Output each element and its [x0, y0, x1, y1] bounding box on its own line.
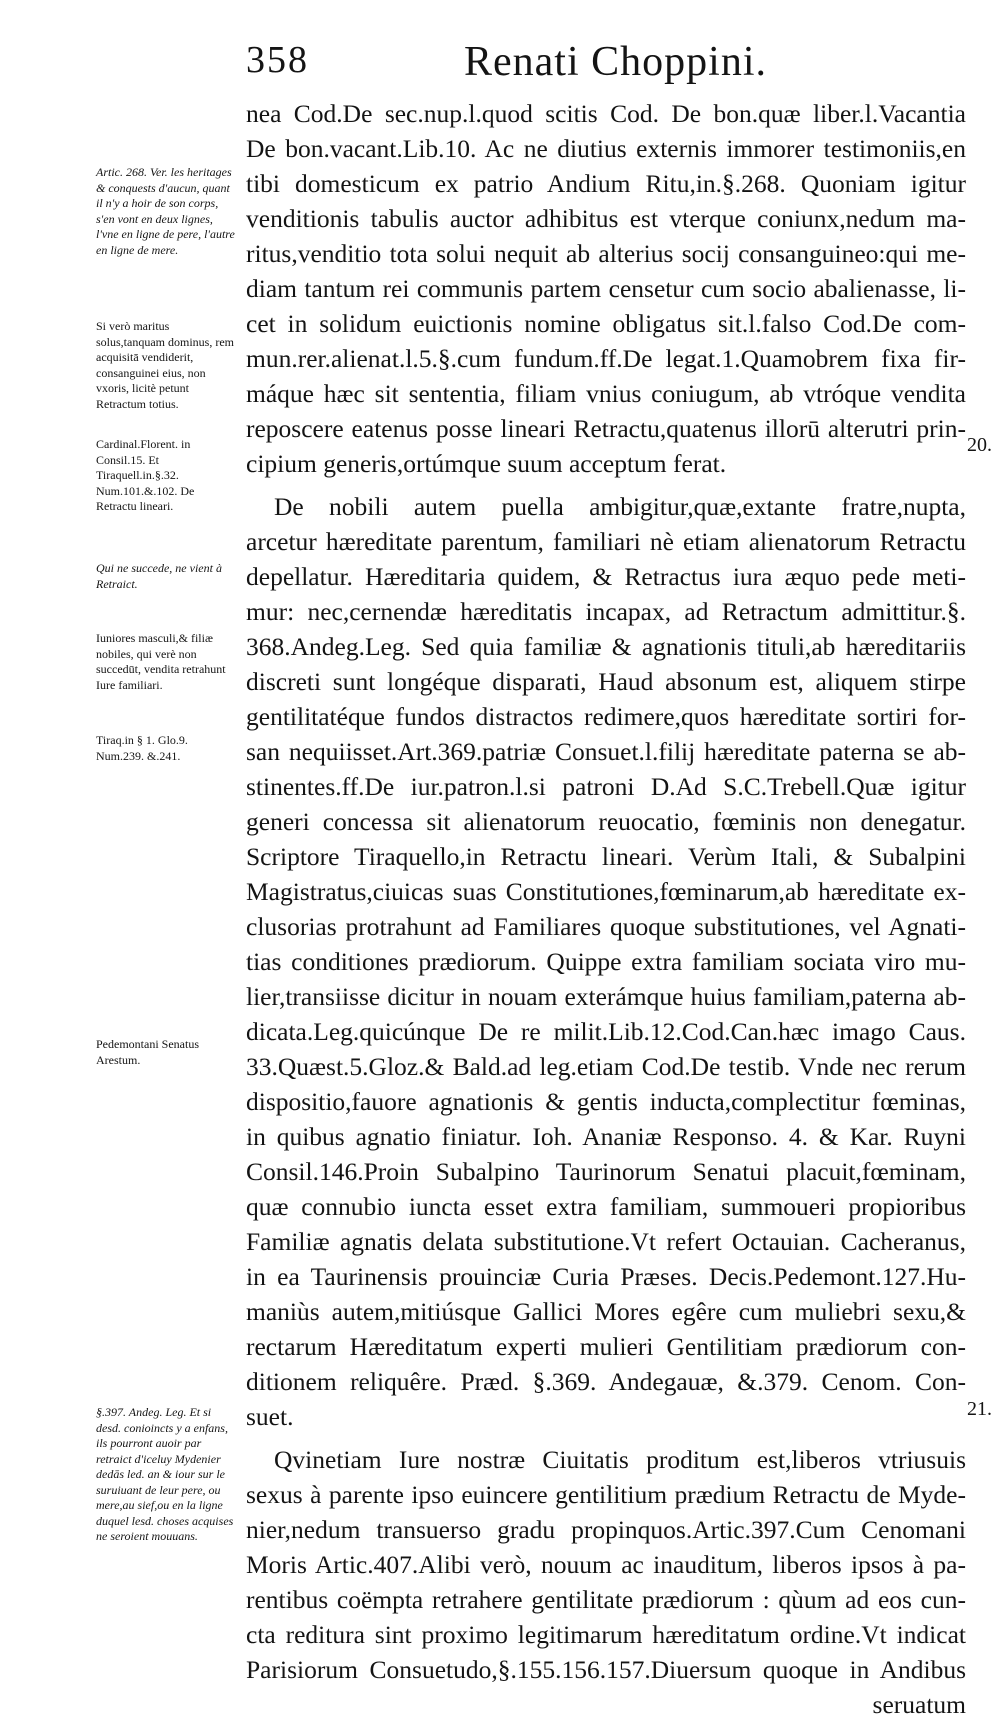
text-line: mun.rer.alienat.l.5.§.cum fundum.ff.De legat.1.Quamobrem fixa fir-: [246, 344, 966, 373]
text-line: Consil.146.Proin Subalpino Taurinorum Senatui placuit,fœminam,: [246, 1157, 966, 1186]
text-line: tibi domesticum ex patrio Andium Ritu,in.§.268. Quoniam igitur: [246, 169, 966, 198]
text-line: san nequiisset.Art.369.patriæ Consuet.l.filij hæreditate paterna se ab-: [246, 737, 966, 766]
text-line: cet in solidum euictionis nomine obligatus sit.l.falso Cod.De com-: [246, 309, 966, 338]
running-title: Renati Choppini.: [464, 39, 767, 85]
margin-note: Iuniores masculi,& filiæ nobiles, qui verè non succedūt, vendita retrahunt Iure familiari.: [96, 631, 226, 692]
text-line: De bon.vacant.Lib.10. Ac ne diutius externis immorer testimoniis,en: [246, 134, 966, 163]
page-header: [0, 38, 1000, 88]
margin-note: §.397. Andeg. Leg. Et si desd. conioincts y a enfans, ils pourront auoir par retraict d'iceluy Mydenier dedās led. an & iour sur le suruiuant de leur pere, ou mere,au sief,ou en la ligne duquel lesd. choses acquises ne seroient mouuans.: [96, 1405, 234, 1543]
text-line: 368.Andeg.Leg. Sed quia familiæ & agnationis tituli,ab hæreditariis: [246, 632, 966, 661]
margin-note: Pedemontani Senatus Arestum.: [96, 1037, 199, 1067]
text-line: rectarum Hæreditatum experti mulieri Gentilitiam prædiorum con-: [246, 1332, 966, 1361]
text-line: Familiæ agnatis delata substitutione.Vt refert Octauian. Cacheranus,: [246, 1227, 966, 1256]
text-line: Parisiorum Consuetudo,§.155.156.157.Diuersum quoque in Andibus: [246, 1655, 966, 1684]
margin-note: Cardinal.Florent. in Consil.15. Et Tiraquell.in.§.32. Num.101.&.102. De Retractu lineari.: [96, 437, 195, 513]
text-line: tias conditiones prædiorum. Quippe extra familiam sociata viro mu-: [246, 947, 966, 976]
text-line: arcetur hæreditate parentum, familiari nè etiam alienatorum Retractu: [246, 527, 966, 556]
text-line: maniùs autem,mitiúsque Gallici Mores egêre cum muliebri sexu,&: [246, 1297, 966, 1326]
text-line: stinentes.ff.De iur.patron.l.si patroni D.Ad S.C.Trebell.Quæ igitur: [246, 772, 966, 801]
text-line: mur: nec,cernendæ hæreditatis incapax, ad Retractum admittitur.§.: [246, 597, 966, 626]
text-line: dicata.Leg.quicúnque De re milit.Lib.12.Cod.Can.hæc imago Caus.: [246, 1017, 966, 1046]
text-line: Moris Artic.407.Alibi verò, nouum ac inauditum, liberos ipsos à pa-: [246, 1550, 966, 1579]
margin-note: Qui ne succede, ne vient à Retraict.: [96, 561, 222, 591]
text-line: rentibus coëmpta retrahere gentilitate prædiorum : qùum ad eos cun-: [246, 1585, 966, 1614]
text-line: sexus à parente ipso euincere gentilitium prædium Retractu de Myde-: [246, 1480, 966, 1509]
text-line: depellatur. Hæreditaria quidem, & Retractus iura æquo pede meti-: [246, 562, 966, 591]
text-line: discreti sunt longéque disparati, Haud absonum est, aliquem stirpe: [246, 667, 966, 696]
text-line: reposcere eatenus posse lineari Retractu,quatenus illorū alterutri prin-: [246, 414, 966, 443]
text-line: ritus,venditio tota solui nequit ab alterius socij consanguineo:qui me-: [246, 239, 966, 268]
paragraph-start-line: Qvinetiam Iure nostræ Ciuitatis proditum est,liberos vtriusuis: [274, 1445, 966, 1474]
text-line: máque hæc sit sententia, filiam vnius coniugum, ab vtróque vendita: [246, 379, 966, 408]
text-line: in quibus agnatio finiatur. Ioh. Ananiæ Responso. 4. & Kar. Ruyni: [246, 1122, 966, 1151]
text-line: 33.Quæst.5.Gloz.& Bald.ad leg.etiam Cod.De testib. Vnde nec rerum: [246, 1052, 966, 1081]
margin-note: Tiraq.in § 1. Glo.9. Num.239. &.241.: [96, 733, 188, 763]
margin-note: Artic. 268. Ver. les heritages & conquests d'aucun, quant il n'y a hoir de son corps, s'en vont en deux lignes, l'vne en ligne de pere, l'autre en ligne de mere.: [96, 165, 235, 257]
text-line: gentilitatéque fundos distractos redimere,quos hæreditate sortiri for-: [246, 702, 966, 731]
text-line: venditionis tabulis auctor adhibitus est vterque coniunx,nedum ma-: [246, 204, 966, 233]
text-line: ditionem reliquêre. Præd. §.369. Andegauæ, &.379. Cenom. Con-: [246, 1367, 966, 1396]
section-number: 20.: [967, 434, 992, 456]
text-line: quæ connubio iuncta esset extra familiam, summoueri propioribus: [246, 1192, 966, 1221]
text-line: diam tantum rei communis partem censetur cum socio abalienasse, li-: [246, 274, 966, 303]
text-line: dispositio,fauore agnationis & gentis inducta,complectitur fœminas,: [246, 1087, 966, 1116]
text-line: cta reditura sint proximo legitimarum hæreditatum ordine.Vt indicat: [246, 1620, 966, 1649]
text-line: Scriptore Tiraquello,in Retractu lineari. Verùm Itali, & Subalpini: [246, 842, 966, 871]
text-line: in ea Taurinensis prouinciæ Curia Præses. Decis.Pedemont.127.Hu-: [246, 1262, 966, 1291]
text-line: clusorias protrahunt ad Familiares quoque substitutiones, vel Agnati-: [246, 912, 966, 941]
catchword: seruatum: [872, 1690, 966, 1719]
text-line: generi concessa sit alienatorum reuocatio, fœminis non denegatur.: [246, 807, 966, 836]
section-number: 21.: [967, 1398, 992, 1420]
margin-note: Si verò maritus solus,tanquam dominus, rem acquisitā vendiderit, consanguinei eius, non vxoris, licitè petunt Retractum totius.: [96, 319, 234, 411]
text-line: nea Cod.De sec.nup.l.quod scitis Cod. De bon.quæ liber.l.Vacantia: [246, 99, 966, 128]
page-number: 358: [246, 39, 309, 81]
text-line: suet.: [246, 1402, 294, 1431]
text-line: nier,nedum transuerso gradu propinquos.Artic.397.Cum Cenomani: [246, 1515, 966, 1544]
text-line: lier,transiisse dicitur in nouam exterámque huius familiam,paterna ab-: [246, 982, 966, 1011]
text-line: cipium generis,ortúmque suum acceptum ferat.: [246, 449, 727, 478]
text-line: Magistratus,ciuicas suas Constitutiones,fœminarum,ab hæreditate ex-: [246, 877, 966, 906]
main-text-block: [246, 96, 966, 1722]
paragraph-start-line: De nobili autem puella ambigitur,quæ,extante fratre,nupta,: [274, 492, 966, 521]
